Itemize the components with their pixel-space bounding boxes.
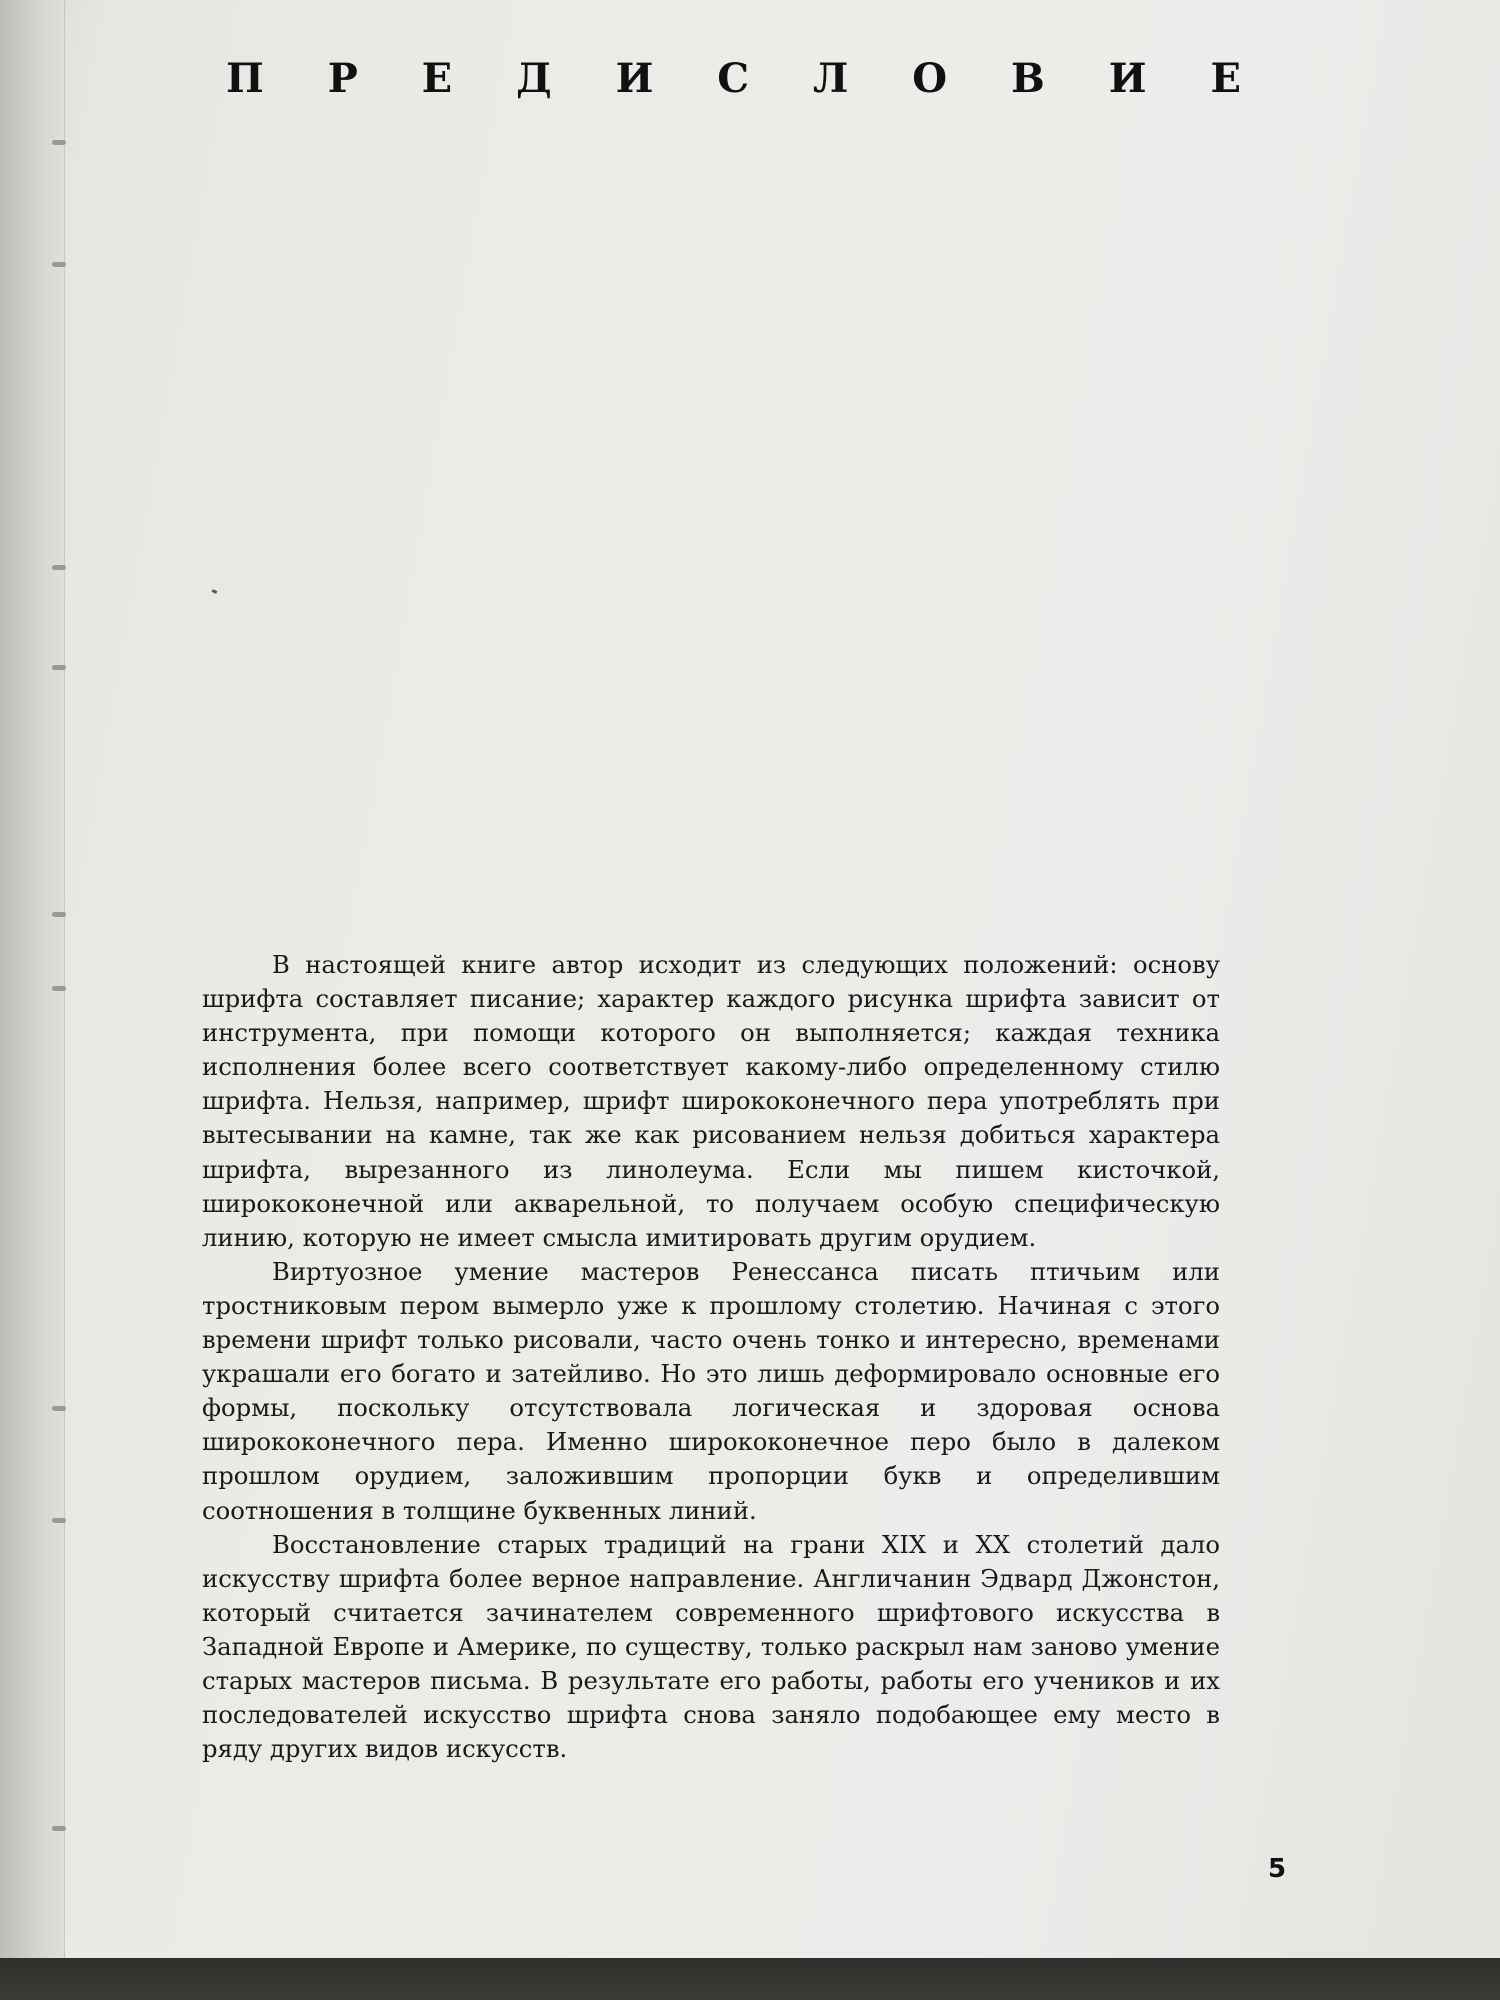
binding-stitch: [52, 565, 66, 570]
binding-stitch: [52, 140, 66, 145]
binding-stitch: [52, 665, 66, 670]
paragraph: В настоящей книге автор исходит из следующих положений: основу шрифта составляет писание; характер каждого рисунка шрифта зависит от инструмента, при помощи которого он выполняется; каждая техника исполнения более всего соответствует какому-либо определенному стилю шрифта. Нельзя, например, шрифт ширококонечного пера употреблять при вытесывании на камне, так же как рисованием нельзя добиться характера шрифта, вырезанного из линолеума. Если мы пишем кисточкой, ширококонечной или акварельной, то получаем особую специфическую линию, которую не имеет смысла имитировать другим орудием.: [202, 950, 1220, 1252]
paragraph: Восстановление старых традиций на грани XIX и XX столетий дало искусству шрифта более верное направление. Англичанин Эдвард Джонстон, который считается зачинателем современного шрифтового искусства в Западной Европе и Америке, по существу, только раскрыл нам заново умение старых мастеров письма. В результате его работы, работы его учеников и их последователей искусство шрифта снова заняло подобающее ему место в ряду других видов искусств.: [202, 1529, 1220, 1764]
paragraph: Виртуозное умение мастеров Ренессанса писать птичьим или тростниковым пером вымерло уже к прошлому столетию. Начиная с этого времени шрифт только рисовали, часто очень тонко и интересно, временами украшали его богато и затейливо. Но это лишь деформировало основные его формы, поскольку отсутствовала логическая и здоровая основа ширококонечного пера. Именно ширококонечное перо было в далеком прошлом орудием, заложившим пропорции букв и определившим соотношения в толщине буквенных линий.: [202, 1256, 1220, 1525]
title-letter: И: [1108, 55, 1147, 102]
binding-stitch: [52, 1406, 66, 1411]
title-letter: Л: [813, 55, 849, 102]
title-letter: О: [912, 55, 948, 102]
paper-speck: [212, 589, 218, 594]
binding-stitch: [52, 912, 66, 917]
title-letter: Е: [1210, 55, 1241, 102]
binding-stitch: [52, 986, 66, 991]
page-title: [226, 55, 1241, 102]
title-letter: Е: [421, 55, 453, 102]
page-number: 5: [1268, 1854, 1287, 1884]
body-text: [202, 948, 1220, 1766]
book-spine: [0, 0, 65, 2000]
title-letter: Д: [516, 55, 552, 102]
title-letter: П: [226, 55, 264, 102]
title-letter: И: [615, 55, 654, 102]
title-letter: С: [717, 55, 750, 102]
title-letter: В: [1011, 55, 1045, 102]
binding-stitch: [52, 1518, 66, 1523]
binding-stitch: [52, 1826, 66, 1831]
table-surface: [0, 1958, 1500, 2000]
binding-stitch: [52, 262, 66, 267]
title-letter: Р: [327, 55, 358, 102]
